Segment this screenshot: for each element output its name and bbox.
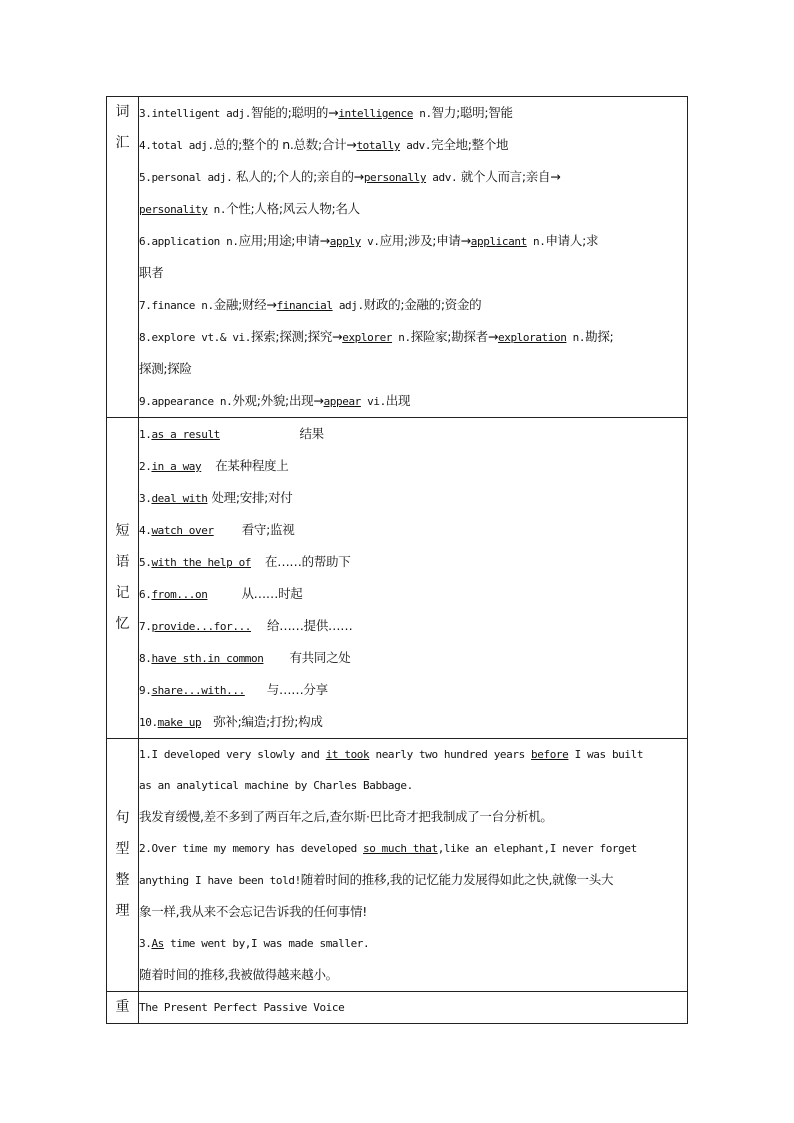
grammar-category xyxy=(107,992,139,1024)
vocab-label-char: 词 xyxy=(115,104,130,120)
phrase-item: 1.as a result 结果 xyxy=(139,426,324,441)
vocab-line: 职者 xyxy=(139,265,164,280)
vocab-line: 4.total adj.总的;整个的 n.总数;合计→totally adv.完全地;整个地 xyxy=(139,137,509,152)
phrase-item: 3.deal with 处理;安排;对付 xyxy=(139,490,293,505)
derived-word: financial xyxy=(276,299,333,312)
phrase-item: 8.have sth.in common 有共同之处 xyxy=(139,650,351,665)
derived-word: appear xyxy=(323,395,361,408)
sentences-label-char: 理 xyxy=(115,903,130,919)
phrases-row xyxy=(107,418,688,739)
phrase-item: 10.make up 弥补;编造;打扮;构成 xyxy=(139,714,323,729)
sentence-line: 3.As time went by,I was made smaller. xyxy=(139,937,370,950)
phrase-item: 6.from...on 从……时起 xyxy=(139,586,303,601)
phrase-item: 9.share...with... 与……分享 xyxy=(139,682,328,697)
vocab-category xyxy=(107,97,139,418)
sentence-line: 1.I developed very slowly and it took nearly two hundred years before I was built xyxy=(139,748,644,761)
derived-word: apply xyxy=(329,235,361,248)
derived-word: totally xyxy=(356,139,401,152)
sentence-translation: 我发育缓慢,差不多到了两百年之后,查尔斯·巴比奇才把我制成了一台分析机。 xyxy=(139,809,553,824)
phrases-category xyxy=(107,418,139,739)
grammar-row xyxy=(107,992,688,1024)
vocab-line: 9.appearance n.外观;外貌;出现→appear vi.出现 xyxy=(139,393,411,408)
vocab-line: 5.personal adj. 私人的;个人的;亲自的→personally adv. 就个人而言;亲自→ xyxy=(139,169,561,184)
sentences-category xyxy=(107,739,139,992)
phrases-label-char: 记 xyxy=(115,585,130,601)
vocab-content xyxy=(139,97,688,418)
derived-word: personally xyxy=(363,171,427,184)
sentence-line: as an analytical machine by Charles Babbage. xyxy=(139,779,413,792)
sentence-line: 2.Over time my memory has developed so much that,like an elephant,I never forget xyxy=(139,842,637,855)
sentences-content xyxy=(139,739,688,992)
sentences-label-char: 型 xyxy=(115,841,130,857)
sentence-translation: 象一样,我从来不会忘记告诉我的任何事情! xyxy=(139,904,367,919)
vocab-line: personality n.个性;人格;风云人物;名人 xyxy=(139,201,360,216)
phrase-item: 7.provide...for... 给……提供…… xyxy=(139,618,353,633)
vocab-label-char: 汇 xyxy=(115,135,130,151)
sentences-label-char: 句 xyxy=(115,810,130,826)
derived-word: applicant xyxy=(470,235,527,248)
phrases-label-char: 短 xyxy=(115,523,130,539)
vocab-line: 8.explore vt.& vi.探索;探测;探究→explorer n.探险家;勘探者→exploration n.勘探; xyxy=(139,329,614,344)
sentences-label-char: 整 xyxy=(115,872,130,888)
derived-word: explorer xyxy=(342,331,393,344)
phrases-label-char: 语 xyxy=(115,554,130,570)
vocab-line: 探测;探险 xyxy=(139,361,192,376)
grammar-content xyxy=(139,992,688,1024)
vocab-line: 3.intelligent adj.智能的;聪明的→intelligence n.智力;聪明;智能 xyxy=(139,105,513,120)
phrases-content xyxy=(139,418,688,739)
grammar-label-char: 重 xyxy=(115,999,130,1015)
phrases-label-char: 忆 xyxy=(115,616,130,632)
sentence-line: anything I have been told!随着时间的推移,我的记忆能力发展得如此之快,就像一头大 xyxy=(139,872,614,887)
phrase-item: 4.watch over 看守;监视 xyxy=(139,522,295,537)
sentences-row xyxy=(107,739,688,992)
phrase-item: 2.in a way 在某种程度上 xyxy=(139,458,289,473)
derived-word: exploration xyxy=(498,331,567,344)
derived-word: intelligence xyxy=(338,107,413,120)
vocab-line: 6.application n.应用;用途;申请→apply v.应用;涉及;申请→applicant n.申请人;求 xyxy=(139,233,599,248)
sentence-translation: 随着时间的推移,我被做得越来越小。 xyxy=(139,967,338,982)
grammar-title: The Present Perfect Passive Voice xyxy=(139,1001,345,1014)
derived-word: personality xyxy=(139,203,208,216)
vocab-line: 7.finance n.金融;财经→financial adj.财政的;金融的;资金的 xyxy=(139,297,482,312)
vocab-row xyxy=(107,97,688,418)
phrase-item: 5.with the help of 在……的帮助下 xyxy=(139,554,351,569)
study-table xyxy=(106,96,688,1024)
